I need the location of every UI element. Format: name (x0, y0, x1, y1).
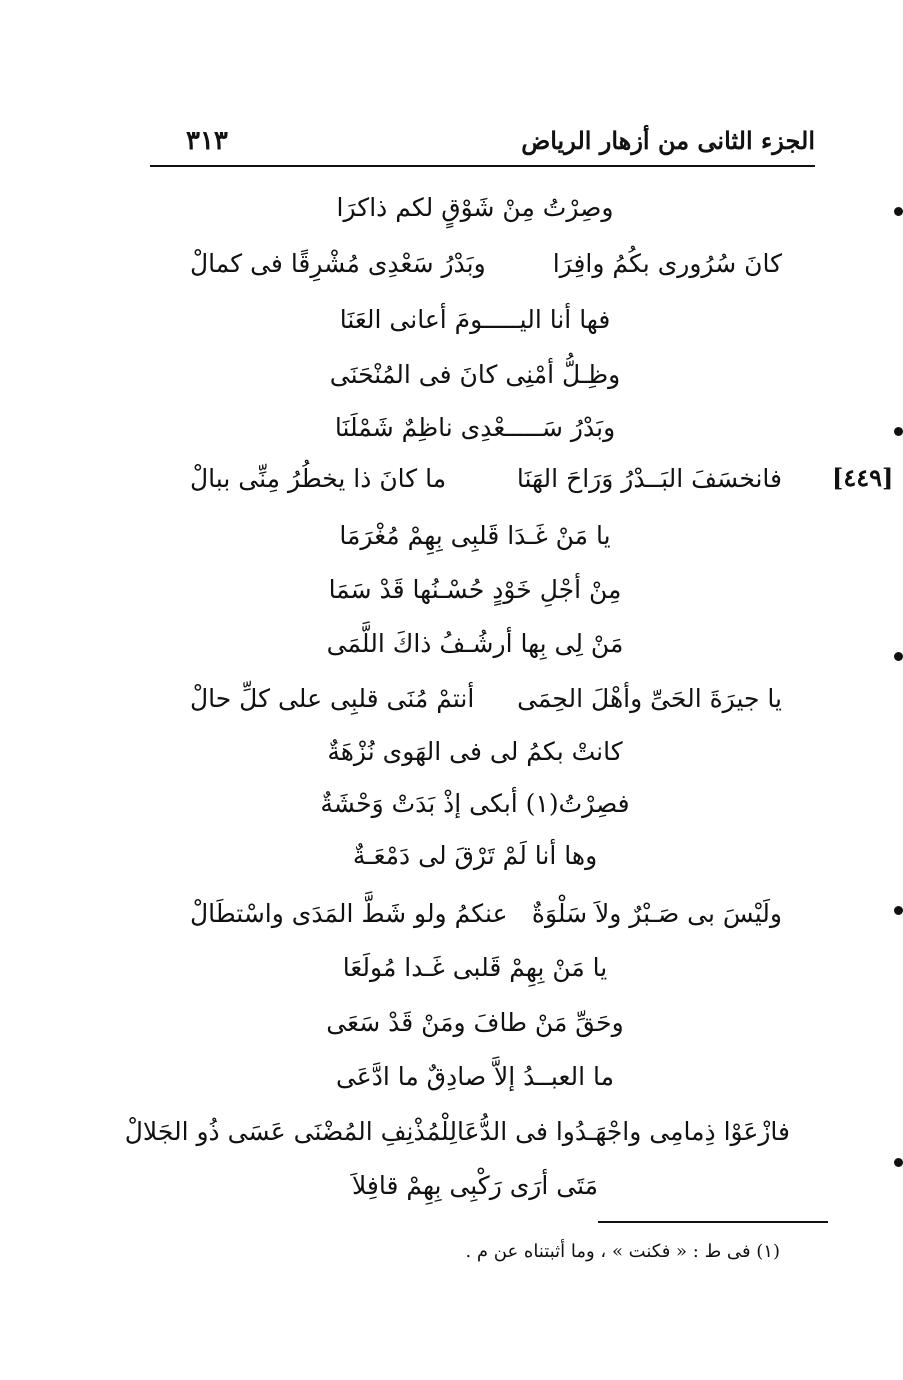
hemistich-left: عنكمُ ولو شَطَّ المَدَى واسْتطَالْ (190, 899, 508, 928)
verse-line-7: يا مَنْ غَـدَا قَلبِى بِهِمْ مُغْرَمَا (339, 521, 611, 550)
verse-line-16: وحَقِّ مَنْ طافَ ومَنْ قَدْ سَعَى (326, 1008, 624, 1037)
verse-line-1: وصِرْتُ مِنْ شَوْقٍ لكم ذاكرَا (336, 193, 614, 222)
verse-line-9: مَنْ لِى بِها أرشُـفُ ذاكَ اللَّمَى (326, 629, 624, 658)
verse-line-11: كانتْ بكمُ لى فى الهَوى نُزْهَةٌ (327, 737, 623, 766)
hemistich-right: يا جيرَةَ الحَىِّ وأهْلَ الحِمَى (517, 684, 782, 713)
running-header (150, 112, 815, 162)
running-title: الجزء الثانى من أزهار الرياض (521, 126, 815, 155)
verse-line-3: فها أنا اليـــــومَ أعانى العَنَا (339, 305, 611, 334)
edge-mark (894, 906, 903, 915)
page-number: ٣١٣ (186, 126, 228, 156)
verse-line-10 (190, 681, 782, 717)
hemistich-right: فانخسَفَ البَــدْرُ وَرَاحَ الهَنَا (516, 464, 782, 493)
hemistich-right: كانَ سُرُورى بكُمُ وافِرَا (552, 249, 782, 278)
edge-mark (894, 652, 903, 661)
hemistich-left: لِلْمُذْنِفِ المُضْنَى عَسَى ذُو الجَلالْ (124, 1117, 457, 1146)
verse-line-2 (190, 246, 782, 282)
hemistich-left: ما كانَ ذا يخطُرُ مِنِّى ببالْ (190, 464, 447, 493)
verse-line-5: وبَدْرُ سَـــــعْدِى ناظِمٌ شَمْلَنَا (334, 413, 616, 442)
hemistich-right: ولَيْسَ بى صَـبْرٌ ولاَ سَلْوَةٌ (531, 899, 782, 928)
hemistich-left: وبَدْرُ سَعْدِى مُشْرِقًا فى كمالْ (190, 249, 486, 278)
hemistich-right: فازْعَوْا ذِمامِى واجْهَـدُوا فى الدُّعَا (456, 1117, 790, 1146)
edge-mark (894, 1158, 903, 1167)
verse-line-12: فصِرْتُ(١) أبكى إذْ بَدَتْ وَحْشَةٌ (320, 789, 630, 818)
verse-line-17: ما العبــدُ إلاَّ صادِقٌ ما ادَّعَى (335, 1062, 615, 1091)
verse-line-18 (124, 1114, 790, 1150)
margin-reference: [٤٤٩] (832, 463, 894, 492)
verse-line-13: وها أنا لَمْ تَرْقَ لى دَمْعَـةٌ (352, 841, 598, 870)
footnote-rule (598, 1221, 828, 1223)
header-rule (150, 165, 815, 167)
verse-line-6 (190, 461, 782, 497)
edge-mark (894, 427, 903, 436)
verse-line-19: مَتَى أرَى رَكْبِى بِهِمْ قافِلاَ (351, 1171, 599, 1200)
verse-line-8: مِنْ أجْلِ خَوْدٍ حُسْـنُها قَدْ سَمَا (328, 575, 622, 604)
hemistich-left: أنتمْ مُنَى قلبِى على كلِّ حالْ (190, 684, 475, 713)
verse-line-4: وظِـلُّ أمْنِى كانَ فى المُنْحَنَى (329, 360, 621, 389)
verse-line-14 (190, 896, 782, 932)
footnote: (١) فى ط : « فكنت » ، وما أثبتناه عن م . (465, 1241, 780, 1262)
edge-mark (894, 207, 903, 216)
verse-line-15: يا مَنْ بِهِمْ قَلبى غَـدا مُولَعَا (342, 953, 608, 982)
